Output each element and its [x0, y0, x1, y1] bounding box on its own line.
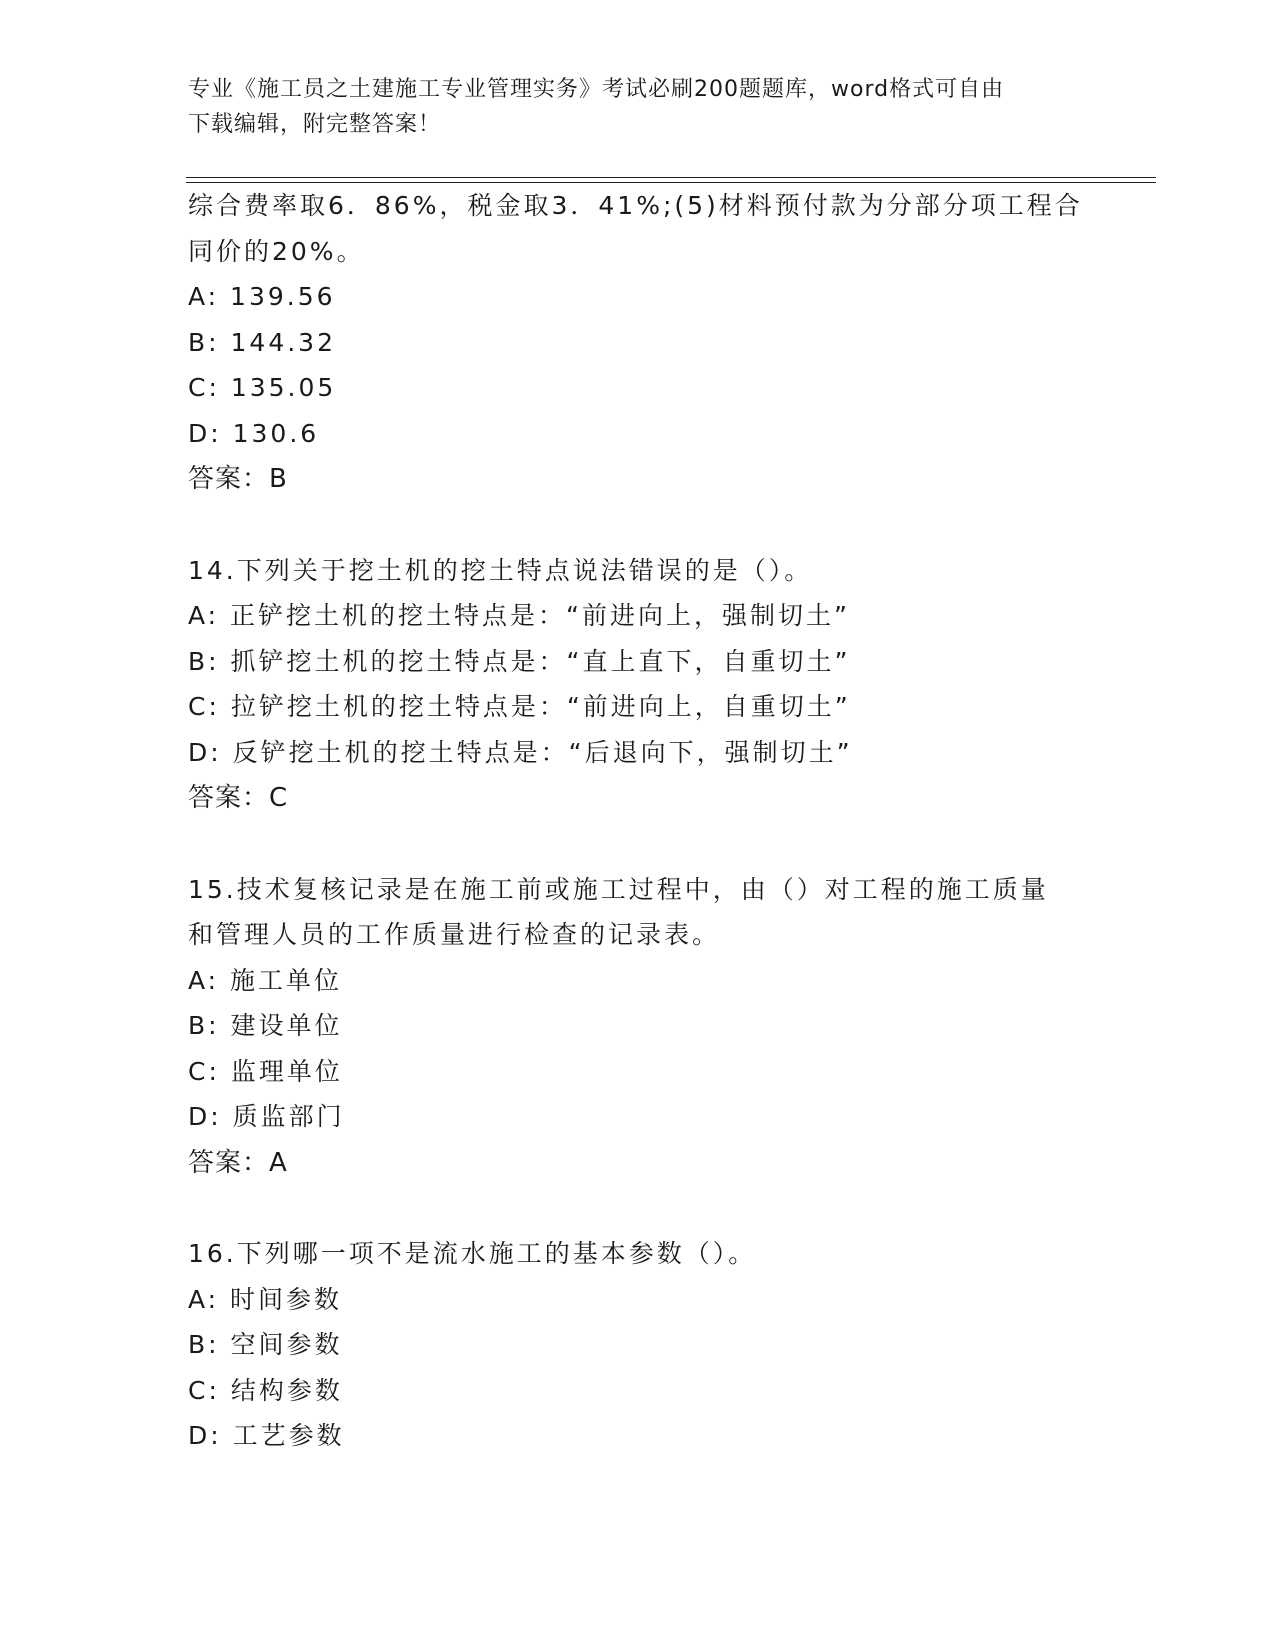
spacer: [188, 509, 1088, 555]
question-text-line: 综合费率取6．86%，税金取3．41%;(5)材料预付款为分部分项工程合: [188, 191, 1083, 220]
option-c: C: 监理单位: [188, 1056, 343, 1086]
option-d: D: 反铲挖土机的挖土特点是：“后退向下，强制切土”: [188, 737, 853, 767]
question-text-line: 16.下列哪一项不是流水施工的基本参数（）。: [188, 1239, 757, 1268]
answer-line: 答案：C: [188, 783, 289, 813]
question-13-continuation: [188, 190, 1088, 509]
answer-line: 答案：B: [188, 464, 288, 494]
header-line-1: 专业《施工员之土建施工专业管理实务》考试必刷200题题库，word格式可自由: [188, 77, 1005, 102]
question-text-line: 和管理人员的工作质量进行检查的记录表。: [188, 920, 721, 949]
option-c: C: 拉铲挖土机的挖土特点是：“前进向上，自重切土”: [188, 692, 851, 721]
question-15: [188, 874, 1088, 1193]
option-a: A: 施工单位: [188, 965, 343, 995]
question-text-line: 14.下列关于挖土机的挖土特点说法错误的是（）。: [188, 555, 813, 585]
question-text-line: 15.技术复核记录是在施工前或施工过程中，由（）对工程的施工质量: [188, 874, 1049, 904]
option-d: D: 质监部门: [188, 1102, 345, 1131]
answer-line: 答案：A: [188, 1147, 288, 1178]
question-text-line: 同价的20%。: [188, 236, 365, 266]
option-b: B: 144.32: [188, 327, 336, 357]
option-b: B: 抓铲挖土机的挖土特点是：“直上直下，自重切土”: [188, 646, 851, 676]
option-c: C: 结构参数: [188, 1375, 343, 1405]
header-divider-top: [186, 177, 1156, 178]
question-14: [188, 555, 1088, 828]
spacer: [188, 1192, 1088, 1238]
option-d: D: 130.6: [188, 418, 320, 448]
option-d: D: 工艺参数: [188, 1421, 345, 1450]
spacer: [188, 828, 1088, 874]
header-line-2: 下载编辑，附完整答案！: [188, 112, 442, 137]
document-body: [188, 190, 1088, 1466]
header-divider-bottom: [186, 182, 1156, 183]
option-c: C: 135.05: [188, 373, 337, 402]
option-a: A: 正铲挖土机的挖土特点是：“前进向上，强制切土”: [188, 601, 850, 630]
option-b: B: 空间参数: [188, 1330, 343, 1359]
option-a: A: 139.56: [188, 282, 336, 311]
option-a: A: 时间参数: [188, 1284, 343, 1314]
question-16: [188, 1238, 1088, 1466]
document-header: [188, 72, 1088, 142]
option-b: B: 建设单位: [188, 1011, 343, 1040]
